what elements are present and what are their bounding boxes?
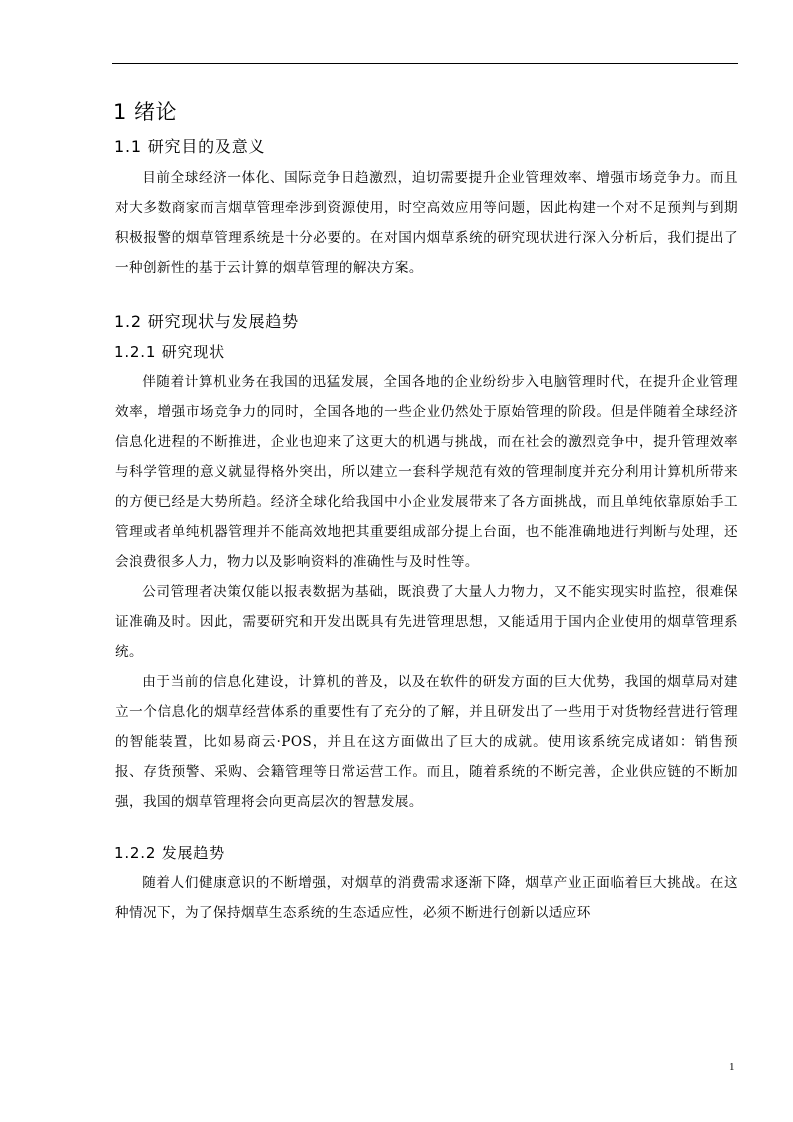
paragraph: 目前全球经济一体化、国际竞争日趋激烈，迫切需要提升企业管理效率、增强市场竞争力。而且对大多数商家而言烟草管理牵涉到资源使用，时空高效应用等问题，因此构建一个对不足预判与到期积极报警的烟草管理系统是十分必要的。在对国内烟草系统的研究现状进行深入分析后，我们提出了一种创新性的基于云计算的烟草管理的解决方案。 bbox=[115, 170, 738, 276]
section-heading-1-1: 1.1 研究目的及意义 bbox=[114, 137, 266, 156]
chapter-title: 1 绪论 bbox=[113, 100, 178, 124]
paragraph: 伴随着计算机业务在我国的迅猛发展，全国各地的企业纷纷步入电脑管理时代，在提升企业管理效率，增强市场竞争力的同时，全国各地的一些企业仍然处于原始管理的阶段。但是伴随着全球经济信息化进程的不断推进，企业也迎来了这更大的机遇与挑战，而在社会的激烈竞争中，提升管理效率与科学管理的意义就显得格外突出，所以建立一套科学规范有效的管理制度并充分利用计算机所带来的方便已经是大势所趋。经济全球化给我国中小企业发展带来了各方面挑战，而且单纯依靠原始手工管理或者单纯机器管理并不能高效地把其重要组成部分提上台面，也不能准确地进行判断与处理，还会浪费很多人力，物力以及影响资料的准确性与及时性等。 bbox=[115, 374, 738, 570]
page-number: 1 bbox=[729, 1061, 735, 1073]
paragraph: 公司管理者决策仅能以报表数据为基础，既浪费了大量人力物力，又不能实现实时监控，很难保证准确及时。因此，需要研究和开发出既具有先进管理思想，又能适用于国内企业使用的烟草管理系统。 bbox=[115, 584, 738, 660]
header-rule bbox=[112, 63, 738, 64]
section-heading-1-2: 1.2 研究现状与发展趋势 bbox=[114, 312, 299, 331]
paragraph: 随着人们健康意识的不断增强，对烟草的消费需求逐渐下降，烟草产业正面临着巨大挑战。在这种情况下，为了保持烟草生态系统的生态适应性，必须不断进行创新以适应环 bbox=[115, 875, 738, 921]
document-body bbox=[115, 95, 738, 928]
subsection-heading-1-2-2: 1.2.2 发展趋势 bbox=[114, 844, 225, 862]
paragraph: 由于当前的信息化建设，计算机的普及，以及在软件的研发方面的巨大优势，我国的烟草局对建立一个信息化的烟草经营体系的重要性有了充分的了解，并且研发出了一些用于对货物经营进行管理的智能装置，比如易商云·POS，并且在这方面做出了巨大的成就。使用该系统完成诸如：销售预报、存货预警、采购、会籍管理等日常运营工作。而且，随着系统的不断完善，企业供应链的不断加强，我国的烟草管理将会向更高层次的智慧发展。 bbox=[115, 674, 738, 810]
subsection-heading-1-2-1: 1.2.1 研究现状 bbox=[114, 343, 225, 361]
